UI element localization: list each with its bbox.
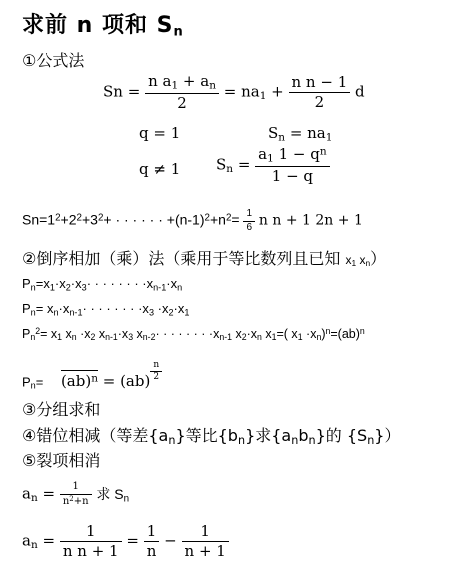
product-line-3: $P_n^2= x_1$ $x_n \cdot x_2$ $x_{n-1}\cdot x_3$ $x_{n-2}\cdot$ · · · · · · $\cdot x_{n-1}$ $x_2\cdot x_n$ $x_1=$( $x_1 \cdot x_n)^n=(ab)^n$ [22, 326, 365, 343]
arithmetic-sum-formula: Sn = $\frac{n a_1 + a_n}{2}$ = $na_1$ + $\frac{\text{n n − 1}}{2}$ d [103, 72, 365, 112]
section-reverse-add: ②倒序相加（乘）法（乘用于等比数列且已知 $x_1$ $x_n$） [22, 249, 387, 269]
section-split: ⑤裂项相消 [22, 451, 101, 470]
product-line-4: $P_n= (ab)^n = (ab)$ $\frac{n}{2}$ [22, 360, 162, 391]
square-sum-formula: $Sn=1^2+2^2+3^2+$ · · · · · · $+(n-1)^2+n^2=$ $\frac{1}{6}$ n n + 1 2n + 1 [22, 208, 363, 233]
section-group-sum: ③分组求和 [22, 400, 101, 419]
product-line-1: $P_n=x_1\cdot x_2\cdot x_3\cdot$ · · · · · · $\cdot x_{n-1}\cdot x_n$ [22, 276, 183, 293]
geometric-sum-formula: $S_n$ = $\frac{a_1 1 - q^n}{1 - q}$ [216, 145, 330, 186]
q-equals-one-result: $S_n = na_1$ [268, 124, 333, 144]
section-cancel: ④错位相减（等差$\{a_n\}$等比$\{b_n\}$求$\{a_nb_n\}$的 $\{S_n\}$） [22, 426, 401, 447]
q-not-one: q ≠ 1 [139, 160, 181, 178]
page-title: 求前 n 项和 $S_n$ [22, 13, 184, 40]
an-example-1: $a_n$ = $\frac{1}{n^2+n}$ 求 $S_n$ [22, 481, 130, 507]
section-formula: ①公式法 [22, 51, 85, 70]
q-equals-one: q = 1 [139, 124, 181, 142]
product-line-2: $P_n= x_n\cdot x_{n-1}\cdot$ · · · · · · $\cdot x_3 \cdot x_2\cdot x_1$ [22, 301, 190, 318]
an-example-2: $a_n$ = $\frac{1}{\text{n n + 1}}$ = $\frac{1}{n}$ − $\frac{1}{n + 1}$ [22, 522, 229, 561]
